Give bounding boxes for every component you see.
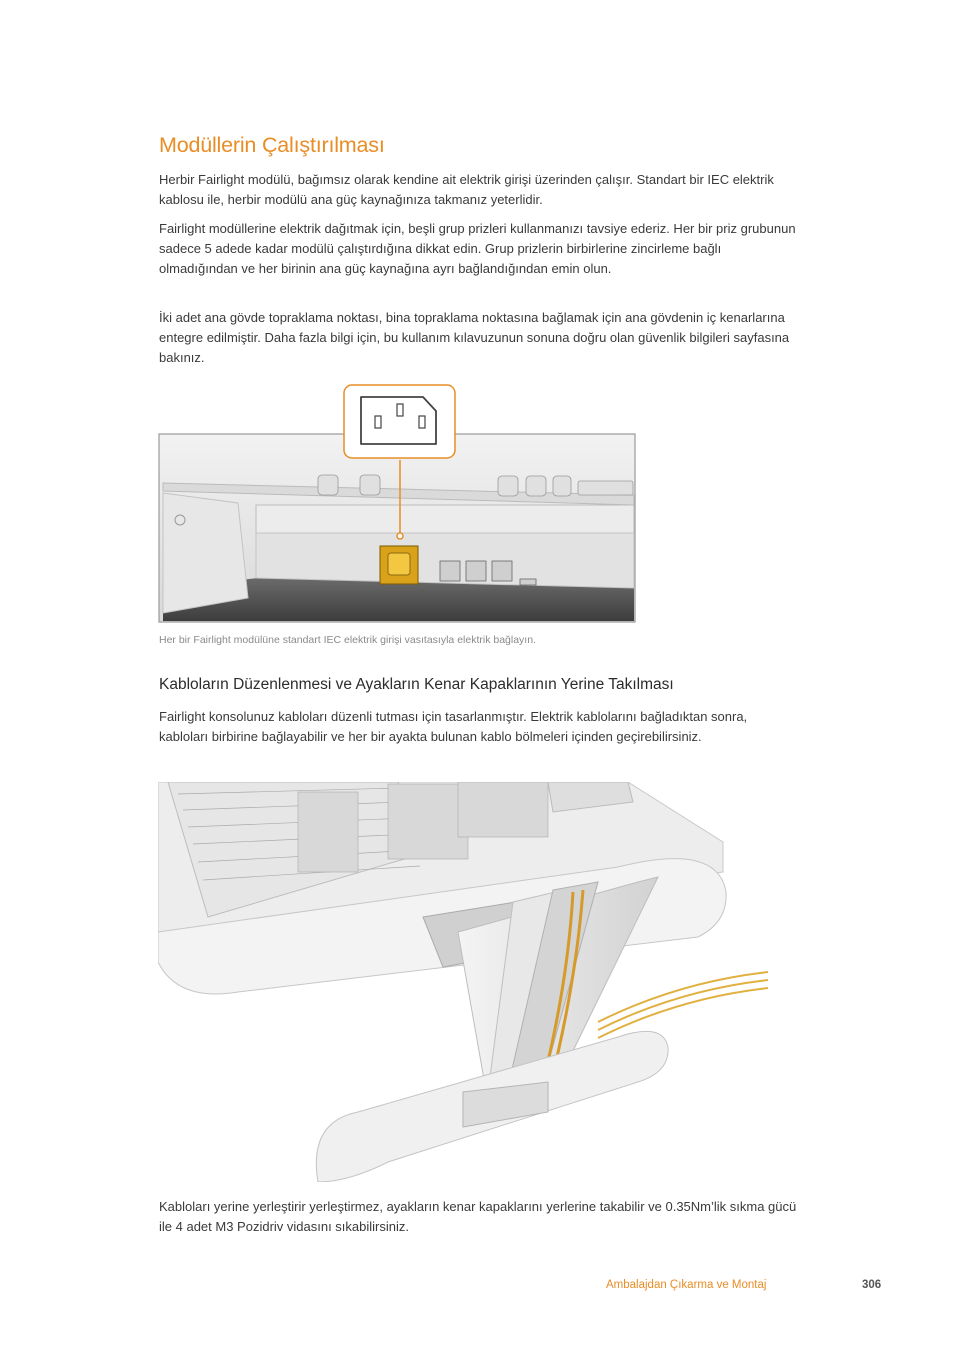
page-title: Modüllerin Çalıştırılması bbox=[159, 133, 385, 157]
paragraph-power-3: İki adet ana gövde topraklama noktası, bina topraklama noktasına bağlamak için ana gövdenin iç kenarlarına entegre edilmiştir. Daha fazla bilgi için, bu kullanım kılavuzunun sonuna doğru olan güvenlik bilgileri sayfasına bakınız. bbox=[159, 310, 790, 365]
section-title: Kabloların Düzenlenmesi ve Ayakların Kenar Kapaklarının Yerine Takılması bbox=[159, 676, 674, 693]
paragraph-power-1: Herbir Fairlight modülü, bağımsız olarak kendine ait elektrik girişi üzerinden çalışır. Standart bir IEC elektrik kablosu ile, herbir modülü ana güç kaynağınıza takmanız yeterlidir. bbox=[159, 172, 774, 207]
page-number: 306 bbox=[862, 1279, 882, 1291]
paragraph-power-2: Fairlight modüllerine elektrik dağıtmak için, beşli grup prizleri kullanmanızı tavsiye ederiz. Her bir priz grubunun sadece 5 adede kadar modülü çalıştırdığına dikkat edin. Grup prizlerin birbirlerine zincirleme bağlı olmadığından ve her birinin ana güç kaynağına ayrı bağlandığından emin olun. bbox=[159, 221, 796, 276]
paragraph-cables-2: Kabloları yerine yerleştirir yerleştirmez, ayakların kenar kapaklarını yerlerine takabilir ve 0.35Nm’lik sıkma gücü ile 4 adet M3 Pozidriv vidasını sıkabilirsiniz. bbox=[159, 1199, 797, 1234]
footer-section-title: Ambalajdan Çıkarma ve Montaj bbox=[606, 1279, 767, 1291]
paragraph-cables-1: Fairlight konsolunuz kabloları düzenli tutması için tasarlanmıştır. Elektrik kablolarını bağladıktan sonra, kabloları birbirine bağlayabilir ve her bir ayakta bulunan kablo bölmeleri içinden geçirebilirsiniz. bbox=[159, 709, 748, 744]
iec-power-figure bbox=[158, 383, 638, 625]
console-leg-figure bbox=[158, 782, 770, 1182]
figure-caption: Her bir Fairlight modülüne standart IEC elektrik girişi vasıtasıyla elektrik bağlayın. bbox=[159, 634, 536, 646]
